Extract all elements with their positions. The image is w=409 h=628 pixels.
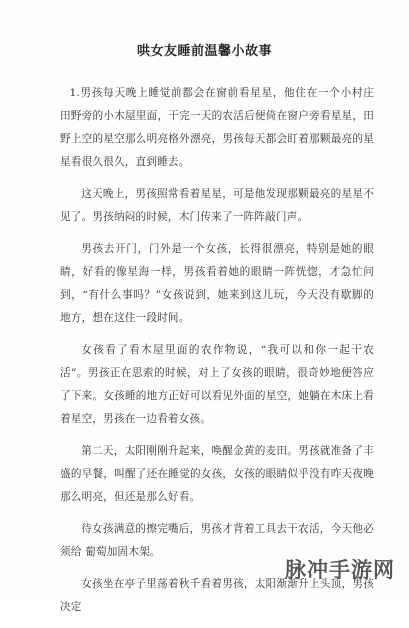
paragraph: 第二天，太阳刚刚升起来，唤醒金黄的麦田。男孩就准备了丰 盛的早餐，叫醒了还在睡觉的女孩，女孩的眼睛似乎没有昨天夜晚 那么明亮，但还是那么好看。 (60, 445, 374, 503)
paragraph: 男孩去开门，门外是一个女孩，长得很漂亮，特别是她的眼 睛，好看的像星海一样，男孩看着她的眼睛一阵恍惚，才急忙问 到，“有什么事吗？”女孩说到，她来到这儿玩，今天没有歇脚的 地方，想在这住一段时间。 (60, 243, 374, 324)
paragraph: 1.男孩每天晚上睡觉前都会在窗前看星星，他住在一个小村庄 田野旁的小木屋里面，干完一天的农活后便倚在窗户旁看星星，田 野上空的星空那么明亮格外漂亮，男孩每天都会盯着那颗最亮的星 星看很久很久，直到睡去。 (60, 87, 374, 168)
document-title: 哄女友睡前温馨小故事 (136, 44, 272, 59)
paragraph: 女孩坐在亭子里荡着秋千看着男孩，太阳渐渐升上头顶，男孩决定 (60, 578, 374, 613)
paragraph: 待女孩满意的擦完嘴后，男孩才背着工具去干农活，今天他必须给 葡萄加固木架。 (60, 523, 374, 558)
paragraph: 女孩看了看木屋里面的农作物说，“我可以和你一起干农 活”。男孩正在思索的时候，对上了女孩的眼睛，很奇妙地便答应 了下来。女孩睡的地方正好可以看见外面的星空，她躺在木床上看 着星空，男孩在一边看着女孩。 (60, 344, 374, 425)
paragraph: 这天晚上，男孩照常看着星星，可是他发现那颗最亮的星星不 见了。男孩纳闷的时候，木门传来了一阵阵敲门声。 (60, 188, 374, 223)
document-body (60, 82, 374, 628)
site-watermark: 脉冲手游网 (285, 558, 395, 582)
